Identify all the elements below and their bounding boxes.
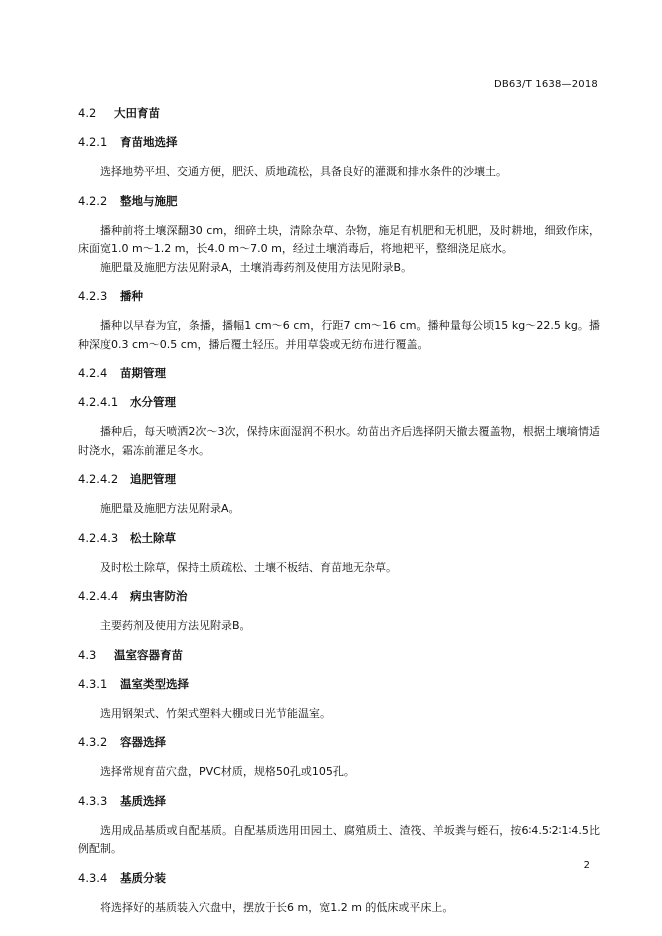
- section-heading: [78, 471, 600, 487]
- body-paragraph: 及时松土除草，保持土质疏松、土壤不板结、育苗地无杂草。: [100, 560, 397, 574]
- section-heading: [78, 288, 600, 304]
- body-paragraph: 选择地势平坦、交通方便，肥沃、质地疏松，具备良好的灌溉和排水条件的沙壤土。: [100, 165, 507, 178]
- section-title: 松土除草: [130, 530, 176, 545]
- section-title: 水分管理: [130, 395, 176, 409]
- section-title: 温室类型选择: [120, 676, 189, 691]
- section-number: 4.2.2: [78, 193, 108, 208]
- body-paragraph: 施肥量及施肥方法见附录A。: [100, 502, 240, 515]
- section-heading: [78, 394, 600, 410]
- body-paragraph: 播种前将土壤深翻30 cm，细碎土块，清除杂草、杂物，施足有机肥和无机肥，及时耕地，细致作床，床面宽1.0 m～1.2 m，长4.0 m～7.0 m，经过土壤消毒后，将地耙平，整细浇足底水。: [78, 223, 600, 255]
- body-paragraph: 选用钢架式、竹架式塑料大棚或日光节能温室。: [100, 706, 331, 720]
- section-title: 大田育苗: [114, 106, 160, 120]
- section-heading: [78, 676, 600, 692]
- section-title: 播种: [120, 289, 143, 303]
- section-title: 温室容器育苗: [114, 647, 183, 662]
- document-header-code: DB63/T 1638—2018: [493, 79, 598, 90]
- section-number: 4.3.1: [78, 676, 108, 691]
- body-paragraph: 播种以早春为宜，条播，播幅1 cm～6 cm，行距7 cm～16 cm。播种量每公顷15 kg～22.5 kg。播种深度0.3 cm～0.5 cm，播后覆土轻压。并用草袋或无纺布进行覆盖。: [78, 319, 600, 351]
- section-heading: [78, 793, 600, 809]
- section-title: 病虫害防治: [130, 589, 188, 603]
- section-number: 4.3.2: [78, 735, 108, 749]
- body-paragraph: 主要药剂及使用方法见附录B。: [100, 619, 251, 632]
- section-heading: [78, 647, 600, 663]
- body-paragraph: 播种后，每天喷洒2次～3次，保持床面湿润不积水。幼苗出齐后选择阴天撤去覆盖物，根据土壤墒情适时浇水，霜冻前灌足冬水。: [78, 425, 600, 457]
- section-title: 基质分装: [120, 870, 166, 885]
- section-title: 育苗地选择: [120, 135, 178, 149]
- section-title: 基质选择: [120, 793, 166, 808]
- section-number: 4.3.4: [78, 870, 108, 885]
- section-number: 4.2.1: [78, 135, 108, 149]
- section-heading: [78, 134, 600, 150]
- section-heading: [78, 530, 600, 546]
- section-number: 4.3: [78, 647, 97, 662]
- body-paragraph: 选用成品基质或自配基质。自配基质选用田园土、腐殖质土、渣筏、羊坂粪与蛭石，按6∶4.5∶2∶1∶4.5比例配制。: [78, 823, 600, 855]
- page-number: 2: [583, 860, 590, 871]
- section-number: 4.2.4.3: [78, 530, 119, 545]
- body-paragraph: 施肥量及施肥方法见附录A，土壤消毒药剂及使用方法见附录B。: [100, 260, 413, 274]
- section-heading: [78, 105, 600, 121]
- section-number: 4.2.4: [78, 366, 108, 380]
- section-number: 4.2.4.4: [78, 589, 119, 603]
- section-title: 容器选择: [120, 735, 166, 749]
- section-title: 整地与施肥: [120, 193, 178, 208]
- section-title: 苗期管理: [120, 366, 166, 380]
- document-body: [78, 105, 600, 928]
- section-number: 4.3.3: [78, 793, 108, 808]
- body-paragraph: 选择常规育苗穴盘，PVC材质，规格50孔或105孔。: [100, 765, 355, 778]
- section-heading: [78, 870, 600, 886]
- section-number: 4.2.4.2: [78, 472, 119, 486]
- section-number: 4.2.4.1: [78, 395, 119, 409]
- body-paragraph: 将选择好的基质装入穴盘中，摆放于长6 m，宽1.2 m 的低床或平床上。: [100, 900, 454, 914]
- section-heading: [78, 588, 600, 604]
- section-heading: [78, 365, 600, 381]
- section-heading: [78, 193, 600, 209]
- section-title: 追肥管理: [130, 472, 176, 486]
- section-number: 4.2.3: [78, 289, 108, 303]
- section-number: 4.2: [78, 106, 97, 120]
- section-heading: [78, 734, 600, 750]
